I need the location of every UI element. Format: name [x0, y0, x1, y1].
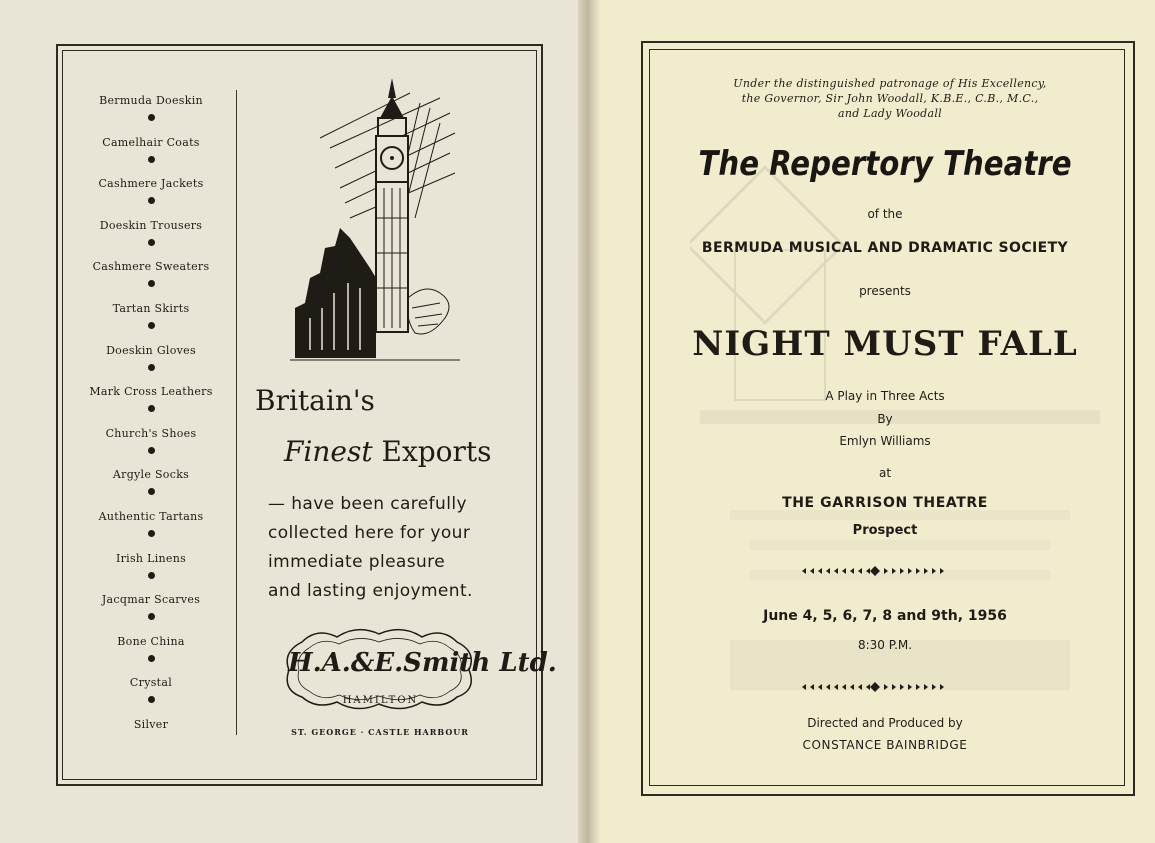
- bullet-icon: [148, 530, 155, 537]
- product-name: Mark Cross Leathers: [89, 385, 213, 399]
- book-gutter: [578, 0, 600, 843]
- product-name: Silver: [133, 717, 169, 731]
- product-name: Crystal: [129, 676, 173, 690]
- bullet-icon: [148, 655, 155, 662]
- list-item: [80, 510, 222, 552]
- list-item: [80, 593, 222, 635]
- product-name: Church's Shoes: [105, 426, 197, 440]
- ornament-divider: [800, 682, 950, 692]
- list-item: [80, 219, 222, 261]
- ad-body-line: — have been carefully: [268, 494, 467, 514]
- product-name: Jacqmar Scarves: [101, 593, 201, 607]
- patronage-line: the Governor, Sir John Woodall, K.B.E., C.B., M.C.,: [741, 92, 1039, 105]
- list-item: [80, 718, 222, 760]
- play-subtitle: A Play in Three Acts: [825, 389, 945, 403]
- patronage-line: Under the distinguished patronage of His Excellency,: [733, 77, 1047, 90]
- bullet-icon: [148, 613, 155, 620]
- bullet-icon: [148, 197, 155, 204]
- page-title: The Repertory Theatre: [698, 144, 1072, 184]
- list-item: [80, 94, 222, 136]
- logo-city: HAMILTON: [342, 695, 419, 706]
- ornament-divider: [800, 566, 950, 576]
- bullet-icon: [148, 114, 155, 121]
- at-text: at: [878, 466, 892, 480]
- column-divider: [236, 90, 237, 735]
- list-item: [80, 177, 222, 219]
- venue-location: Prospect: [852, 523, 918, 538]
- director-name: CONSTANCE BAINBRIDGE: [802, 738, 968, 752]
- bullet-icon: [148, 322, 155, 329]
- bullet-icon: [148, 696, 155, 703]
- product-name: Tartan Skirts: [112, 301, 190, 315]
- bullet-icon: [148, 405, 155, 412]
- bullet-icon: [148, 239, 155, 246]
- of-the-text: of the: [867, 207, 903, 221]
- bullet-icon: [148, 364, 155, 371]
- logo-branches: ST. GEORGE · CASTLE HARBOUR: [291, 727, 469, 737]
- list-item: [80, 260, 222, 302]
- ad-body-line: immediate pleasure: [268, 552, 446, 572]
- ad-body-copy: [268, 490, 518, 606]
- list-item: [80, 676, 222, 718]
- ad-headline-rest: Exports: [381, 435, 492, 468]
- product-name: Camelhair Coats: [102, 135, 200, 149]
- list-item: [80, 385, 222, 427]
- patronage-note: [690, 76, 1090, 121]
- product-name: Doeskin Gloves: [106, 343, 196, 357]
- product-name: Cashmere Jackets: [98, 177, 204, 191]
- ad-body-line: collected here for your: [268, 523, 471, 543]
- patronage-line: and Lady Woodall: [837, 107, 943, 120]
- list-item: [80, 302, 222, 344]
- bullet-icon: [148, 488, 155, 495]
- bullet-icon: [148, 447, 155, 454]
- product-name: Doeskin Trousers: [99, 218, 203, 232]
- product-name: Bone China: [117, 634, 185, 648]
- product-name: Irish Linens: [115, 551, 187, 565]
- list-item: [80, 468, 222, 510]
- list-item: [80, 136, 222, 178]
- list-item: [80, 427, 222, 469]
- play-title: NIGHT MUST FALL: [692, 324, 1078, 364]
- directed-label: Directed and Produced by: [807, 716, 963, 730]
- ad-headline-italic: Finest: [284, 435, 373, 468]
- venue-name: THE GARRISON THEATRE: [782, 495, 988, 511]
- bullet-icon: [148, 280, 155, 287]
- product-name: Bermuda Doeskin: [99, 94, 203, 107]
- society-name: BERMUDA MUSICAL AND DRAMATIC SOCIETY: [701, 240, 1069, 256]
- presents-text: presents: [859, 284, 911, 298]
- ad-headline-britains: Britain's: [255, 384, 375, 417]
- product-name: Argyle Socks: [112, 468, 190, 482]
- performance-dates: June 4, 5, 6, 7, 8 and 9th, 1956: [763, 608, 1007, 624]
- product-list: [80, 94, 222, 760]
- ad-headline-finest-exports: [284, 435, 492, 468]
- ad-body-line: and lasting enjoyment.: [268, 581, 473, 601]
- performance-time: 8:30 P.M.: [857, 638, 913, 652]
- product-name: Authentic Tartans: [98, 509, 204, 523]
- author-name: Emlyn Williams: [839, 434, 931, 448]
- list-item: [80, 344, 222, 386]
- bullet-icon: [148, 156, 155, 163]
- by-text: By: [877, 412, 893, 426]
- bullet-icon: [148, 572, 155, 579]
- logo-brand: H.A.&E.Smith Ltd.: [288, 648, 557, 678]
- product-name: Cashmere Sweaters: [92, 260, 210, 274]
- big-ben-illustration: [290, 78, 460, 363]
- list-item: [80, 635, 222, 677]
- list-item: [80, 552, 222, 594]
